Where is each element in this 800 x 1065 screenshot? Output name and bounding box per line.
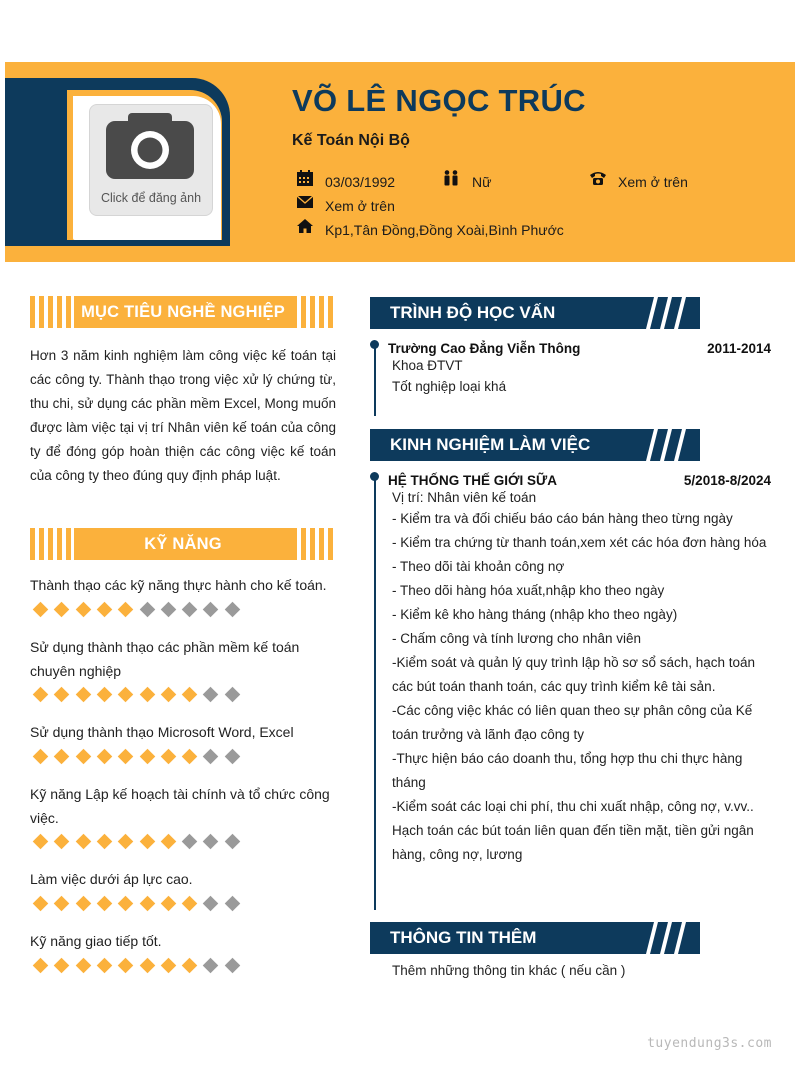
rating-diamond-filled: [54, 687, 70, 703]
rating-diamond-filled: [54, 602, 70, 618]
gender-value: Nữ: [472, 174, 492, 190]
rating-diamond-filled: [118, 896, 134, 912]
upload-photo-button[interactable]: [89, 104, 213, 216]
rating-diamond-filled: [118, 958, 134, 974]
timeline-line: [374, 476, 376, 910]
rating-diamond-filled: [182, 687, 198, 703]
duty-item: - Kiểm tra chứng từ thanh toán,xem xét các hóa đơn hàng hóa: [392, 535, 767, 550]
rating-diamond-filled: [161, 896, 177, 912]
rating-diamond-filled: [75, 602, 91, 618]
skill-rating: [33, 896, 253, 912]
phone-icon: [589, 170, 607, 186]
rating-diamond-filled: [75, 687, 91, 703]
duty-item: -Các công việc khác có liên quan theo sự phân công của Kế toán trưởng và lãnh đạo công ty: [392, 703, 753, 742]
rating-diamond-filled: [182, 749, 198, 765]
skill-rating: [33, 834, 253, 850]
rating-diamond-filled: [54, 896, 70, 912]
rating-diamond-filled: [33, 958, 49, 974]
education-section-title: [370, 297, 700, 329]
rating-diamond-filled: [54, 834, 70, 850]
email-icon: [296, 194, 314, 210]
duty-item: - Theo dõi hàng hóa xuất,nhập kho theo ngày: [392, 583, 665, 598]
slash-decoration: [638, 297, 694, 329]
objective-title-text: MỤC TIÊU NGHỀ NGHIỆP: [81, 303, 285, 321]
experience-position: Vị trí: Nhân viên kế toán: [392, 490, 537, 505]
rating-diamond-filled: [161, 834, 177, 850]
rating-diamond-empty: [203, 687, 219, 703]
rating-diamond-empty: [224, 896, 240, 912]
experience-title-text: KINH NGHIỆM LÀM VIỆC: [390, 435, 591, 454]
skills-title-text: KỸ NĂNG: [144, 535, 222, 553]
gender-icon: [442, 170, 460, 186]
rating-diamond-filled: [161, 687, 177, 703]
extra-title-text: THÔNG TIN THÊM: [390, 928, 537, 947]
rating-diamond-empty: [203, 958, 219, 974]
phone-value: Xem ở trên: [618, 174, 688, 190]
skill-name: Kỹ năng Lập kế hoạch tài chính và tổ chức công việc.: [30, 786, 330, 826]
rating-diamond-empty: [182, 834, 198, 850]
rating-diamond-filled: [97, 834, 113, 850]
duty-item: - Kiểm kê kho hàng tháng (nhập kho theo ngày): [392, 607, 678, 622]
rating-diamond-filled: [33, 896, 49, 912]
skill-rating: [33, 958, 253, 974]
rating-diamond-filled: [139, 749, 155, 765]
duty-item: - Kiểm tra và đối chiếu báo cáo bán hàng theo từng ngày: [392, 511, 733, 526]
rating-diamond-filled: [75, 749, 91, 765]
rating-diamond-empty: [224, 602, 240, 618]
education-result: Tốt nghiệp loại khá: [392, 379, 507, 394]
rating-diamond-empty: [203, 749, 219, 765]
skill-rating: [33, 687, 253, 703]
rating-diamond-filled: [75, 958, 91, 974]
rating-diamond-empty: [224, 958, 240, 974]
rating-diamond-filled: [97, 958, 113, 974]
rating-diamond-empty: [224, 834, 240, 850]
skill-name: Sử dụng thành thạo các phần mềm kế toán chuyên nghiệp: [30, 639, 300, 679]
education-title-text: TRÌNH ĐỘ HỌC VẤN: [390, 303, 556, 322]
rating-diamond-filled: [161, 958, 177, 974]
address-value: Kp1,Tân Đồng,Đồng Xoài,Bình Phước: [325, 222, 564, 238]
rating-diamond-empty: [203, 834, 219, 850]
rating-diamond-empty: [224, 749, 240, 765]
rating-diamond-filled: [97, 687, 113, 703]
rating-diamond-filled: [182, 958, 198, 974]
extra-section-title: [370, 922, 700, 954]
candidate-name: VÕ LÊ NGỌC TRÚC: [292, 83, 586, 118]
rating-diamond-filled: [33, 602, 49, 618]
experience-company: HỆ THỐNG THẾ GIỚI SỮA: [388, 473, 557, 488]
home-icon: [296, 218, 314, 234]
rating-diamond-filled: [118, 834, 134, 850]
camera-icon: [106, 113, 194, 179]
email-value: Xem ở trên: [325, 198, 395, 214]
skill-name: Làm việc dưới áp lực cao.: [30, 871, 193, 887]
rating-diamond-filled: [97, 749, 113, 765]
skill-rating: [33, 749, 253, 765]
skill-name: Thành thạo các kỹ năng thực hành cho kế toán.: [30, 577, 327, 593]
skill-name: Kỹ năng giao tiếp tốt.: [30, 933, 162, 949]
rating-diamond-filled: [118, 687, 134, 703]
job-title: Kế Toán Nội Bộ: [292, 132, 410, 149]
rating-diamond-empty: [139, 602, 155, 618]
rating-diamond-filled: [33, 749, 49, 765]
education-school: Trường Cao Đẳng Viễn Thông: [388, 341, 581, 356]
upload-photo-label: Click để đăng ảnh: [100, 191, 202, 205]
rating-diamond-filled: [118, 602, 134, 618]
timeline-line: [374, 344, 376, 416]
rating-diamond-empty: [224, 687, 240, 703]
education-faculty: Khoa ĐTVT: [392, 358, 463, 373]
objective-text: Hơn 3 năm kinh nghiệm làm công việc kế toán tại các công ty. Thành thạo trong việc xử lý chứng từ, thu chi, sử dụng các phần mềm Excel, Mong muốn được làm việc tại vị trí Nhân viên kế toán của công ty để đóng góp hoàn thiện các công việc kế toán của công ty theo đúng quy định pháp luật.: [30, 348, 336, 483]
rating-diamond-filled: [54, 749, 70, 765]
duty-item: -Kiểm soát các loại chi phí, thu chi xuất nhập, công nợ, v.vv.. Hạch toán các bút toán liên quan đến tiền mặt, tiền gửi ngân hàng, công nợ, lương: [392, 799, 754, 862]
experience-section-title: [370, 429, 700, 461]
birthday-value: 03/03/1992: [325, 174, 396, 190]
objective-section-title: [30, 296, 336, 328]
rating-diamond-empty: [203, 896, 219, 912]
rating-diamond-empty: [161, 602, 177, 618]
duty-item: - Chấm công và tính lương cho nhân viên: [392, 631, 642, 646]
skills-section-title: [30, 528, 336, 560]
education-period: 2011-2014: [707, 341, 771, 356]
duty-item: -Thực hiện báo cáo doanh thu, tổng hợp thu chi thực hàng tháng: [392, 751, 743, 790]
rating-diamond-filled: [75, 834, 91, 850]
skill-name: Sử dụng thành thạo Microsoft Word, Excel: [30, 724, 294, 740]
rating-diamond-filled: [33, 834, 49, 850]
calendar-icon: [296, 170, 314, 186]
rating-diamond-filled: [33, 687, 49, 703]
slash-decoration: [638, 922, 694, 954]
rating-diamond-filled: [182, 896, 198, 912]
extra-info-text: Thêm những thông tin khác ( nếu cần ): [392, 963, 626, 978]
rating-diamond-filled: [118, 749, 134, 765]
rating-diamond-empty: [182, 602, 198, 618]
rating-diamond-filled: [97, 602, 113, 618]
rating-diamond-filled: [139, 834, 155, 850]
rating-diamond-filled: [75, 896, 91, 912]
rating-diamond-filled: [54, 958, 70, 974]
rating-diamond-filled: [139, 687, 155, 703]
duty-item: - Theo dõi tài khoản công nợ: [392, 559, 565, 574]
rating-diamond-filled: [97, 896, 113, 912]
duty-item: -Kiểm soát và quản lý quy trình lập hồ sơ sổ sách, hạch toán các bút toán thanh toán, các quy trình kiểm kê tài sản.: [392, 655, 756, 694]
slash-decoration: [638, 429, 694, 461]
rating-diamond-filled: [161, 749, 177, 765]
skill-rating: [33, 602, 253, 618]
rating-diamond-empty: [203, 602, 219, 618]
rating-diamond-filled: [139, 896, 155, 912]
rating-diamond-filled: [139, 958, 155, 974]
watermark: tuyendung3s.com: [647, 1036, 772, 1051]
experience-period: 5/2018-8/2024: [683, 473, 771, 488]
